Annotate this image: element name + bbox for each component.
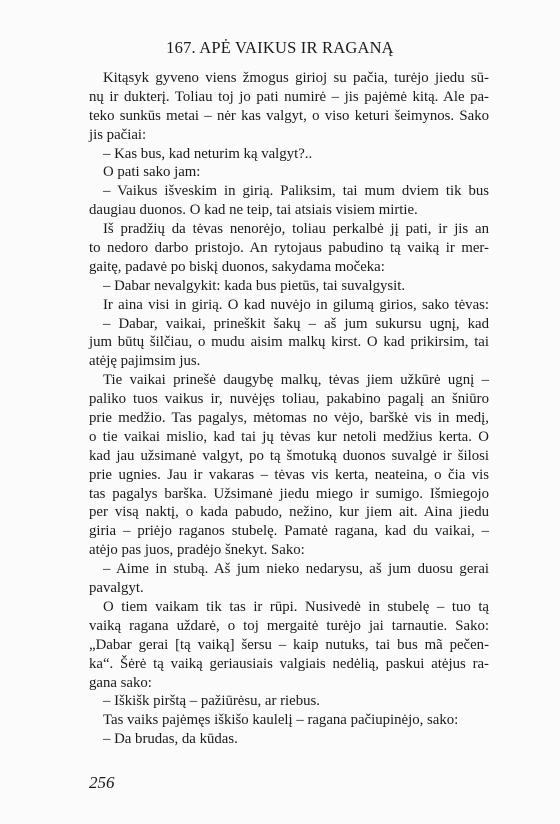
text-line: ka“. Šėrė tą vaiką geriausiais valgiais nedėlią, paskui atėjus ra-: [89, 655, 489, 672]
text-line: daugiau duonos. O kad ne teip, tai atsiais visiem mirtie.: [89, 202, 418, 219]
text-line: to nedoro darbo pristojo. An rytojaus pabudino tą vaiką ir mer-: [89, 240, 489, 257]
text-line: prie ugnies. Jau ir vakaras – tėvas vis kerta, neateina, o čia vis: [89, 466, 489, 483]
text-line: – Iškišk pirštą – pažiūrėsu, ar riebus.: [103, 693, 320, 710]
text-line: giria – priėjo raganos stubelę. Pamatė ragana, kad du vaikai, –: [89, 523, 489, 540]
text-line: Tas vaiks pajėmęs iškišo kaulelį – ragana pačiupinėjo, sako:: [103, 712, 459, 729]
text-line: kad jau užsimanė valgyt, po tą šmotuką duonos suvalgė ir šilosi: [89, 447, 489, 464]
text-line: – Kas bus, kad neturim ką valgyt?..: [103, 145, 313, 162]
text-line: Ir aina visi in girią. O kad nuvėjo in gilumą girios, sako tėvas:: [103, 296, 489, 313]
text-line: atėję pajimsim jus.: [89, 353, 201, 370]
text-line: pavalgyt.: [89, 580, 144, 597]
text-line: – Da brudas, da kūdas.: [103, 731, 238, 748]
text-line: atėjo pas juos, pradėjo šnekyt. Sako:: [89, 542, 305, 559]
text-line: Iš pradžių da tėvas nenorėjo, toliau perkalbė jį pati, ir jis an: [103, 221, 489, 238]
text-line: – Dabar, vaikai, prineškit šakų – aš jum sukursu ugnį, kad: [103, 315, 489, 332]
chapter-title: 167. APĖ VAIKUS IR RAGANĄ: [166, 38, 394, 57]
text-line: O pati sako jam:: [103, 164, 201, 181]
text-line: jum būtų šilčiau, o mudu aisim malkų kirst. O kad prikirsim, tai: [89, 334, 489, 351]
text-line: gana sako:: [89, 674, 152, 691]
text-line: jis pačiai:: [89, 126, 147, 143]
text-line: o tie vaikai mislio, kad tai jų tėvas kur netoli medžius kerta. O: [89, 428, 489, 445]
text-line: – Vaikus išveskim in girią. Paliksim, tai mum dviem tik bus: [103, 183, 489, 200]
text-line: – Dabar nevalgykit: kada bus pietūs, tai suvalgysit.: [103, 277, 406, 294]
text-line: prie medžio. Tas pagalys, mėtomas no vėjo, barškė vis in medį,: [89, 410, 489, 427]
text-line: per visą naktį, o kada pabudo, nežino, kur jiem ait. Aina jiedu: [89, 504, 489, 521]
text-line: Tie vaikai prinešė daugybę malkų, tėvas jiem užkūrė ugnį –: [103, 372, 489, 389]
text-line: „Dabar gerai [tą vaiką] šersu – kaip nutuks, tai bus mã pečen-: [89, 636, 489, 653]
page-number: 256: [89, 773, 115, 792]
text-line: – Aime in stubą. Aš jum nieko nedarysu, aš jum duosu gerai: [103, 561, 489, 578]
story-text: [89, 69, 489, 749]
text-line: nų ir dukterį. Toliau toj jo pati numirė – jis pajėmė kitą. Ale pa-: [89, 88, 489, 105]
text-line: gaitę, padavė po biskį duonos, sakydama močeka:: [89, 258, 385, 275]
text-line: tas pagalys barška. Užsimanė jiedu miego ir sumigo. Išmiegojo: [89, 485, 489, 502]
text-line: teko sunkūs metai – nėr kas valgyt, o viso keturi šeimynos. Sako: [89, 107, 489, 124]
text-line: Kitąsyk gyveno viens žmogus girioj su pačia, turėjo jiedu sū-: [103, 70, 489, 86]
text-line: paliko tuos vaikus ir, nuvėjęs toliau, pakabino pagalį an šniūro: [89, 391, 489, 408]
text-line: vaiką ragana uždarė, o toj mergaitė turėjo jai tarnautie. Sako:: [89, 617, 489, 634]
text-line: O tiem vaikam tik tas ir rūpi. Nusivedė in stubelę – tuo tą: [103, 598, 489, 615]
